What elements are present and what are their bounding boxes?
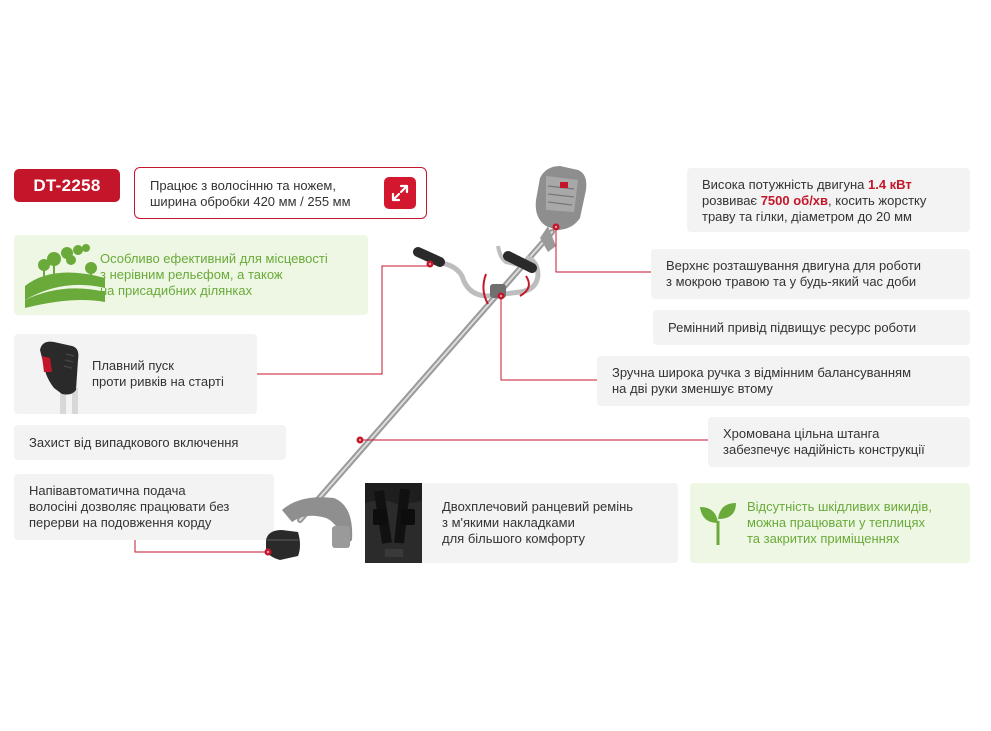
motor-position-line-1: Верхнє розташування двигуна для роботи bbox=[666, 258, 922, 273]
shaft-line-2: забезпечує надійність конструкції bbox=[723, 442, 925, 457]
terrain-line-1: Особливо ефективний для місцевості bbox=[100, 251, 328, 266]
eco-line-2: можна працювати у теплицях bbox=[747, 515, 925, 530]
work-modes-line-1: Працює з волосінню та ножем, bbox=[150, 178, 336, 193]
leader-soft-start bbox=[257, 266, 430, 374]
motor-housing bbox=[536, 166, 587, 252]
terrain-line-3: на присадибних ділянках bbox=[100, 283, 253, 298]
eco-line-1: Відсутність шкідливих викидів, bbox=[747, 499, 932, 514]
eco-line-3: та закритих приміщеннях bbox=[747, 531, 900, 546]
protection-text: Захист від випадкового включення bbox=[29, 435, 239, 450]
harness-line-2: з м'якими накладками bbox=[442, 515, 575, 530]
power-line-1: Висока потужність двигуна bbox=[702, 177, 868, 192]
leader-motor bbox=[556, 228, 651, 272]
feed-line-1: Напівавтоматична подача bbox=[29, 483, 186, 498]
shaft-line-1: Хромована цільна штанга bbox=[723, 426, 880, 441]
motor-position-line-2: з мокрою травою та у будь-який час доби bbox=[666, 274, 917, 289]
bike-handlebar bbox=[418, 246, 538, 304]
feed-line-3: перерви на подовження корду bbox=[29, 515, 212, 530]
power-kw-value: 1.4 кВт bbox=[867, 177, 912, 192]
leader-handle bbox=[501, 296, 597, 380]
work-modes-line-2: ширина обробки 420 мм / 255 мм bbox=[150, 194, 351, 209]
harness-line-3: для більшого комфорту bbox=[442, 531, 585, 546]
power-line-3: траву та гілки, діаметром до 20 мм bbox=[702, 209, 912, 224]
power-rpm-value: 7500 об/хв bbox=[760, 193, 829, 208]
belt-drive-text: Ремінний привід підвищує ресурс роботи bbox=[668, 320, 917, 335]
trimmer-head bbox=[266, 497, 352, 560]
terrain-line-2: з нерівним рельєфом, а також bbox=[100, 267, 283, 282]
harness-line-1: Двохплечовий ранцевий ремінь bbox=[442, 499, 634, 514]
leader-feed bbox=[135, 540, 268, 552]
handle-line-2: на дві руки зменшує втому bbox=[612, 381, 773, 396]
power-line-2: розвиває bbox=[702, 193, 761, 208]
model-badge: DT-2258 bbox=[14, 169, 120, 202]
soft-start-line-1: Плавний пуск bbox=[92, 358, 174, 373]
soft-start-line-2: проти ривків на старті bbox=[92, 374, 224, 389]
handle-line-1: Зручна широка ручка з відмінним балансуванням bbox=[612, 365, 912, 380]
power-line-2-end: , косить жорстку bbox=[828, 193, 927, 208]
feed-line-2: волосіні дозволяє працювати без bbox=[29, 499, 230, 514]
